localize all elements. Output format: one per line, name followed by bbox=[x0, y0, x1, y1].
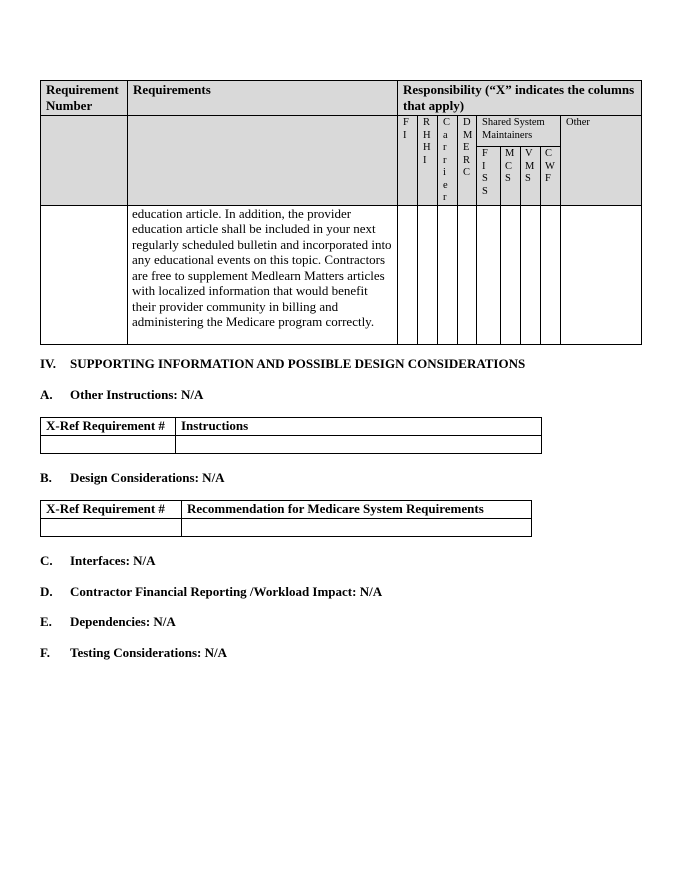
section-iv-title: SUPPORTING INFORMATION AND POSSIBLE DESIGN CONSIDERATIONS bbox=[70, 356, 526, 371]
section-d-title: Contractor Financial Reporting /Workload Impact: N/A bbox=[70, 584, 383, 599]
carrier-cell bbox=[438, 205, 458, 344]
requirements-header: Requirements bbox=[128, 81, 398, 116]
col-vms-letter: V bbox=[525, 148, 533, 160]
mcs-cell bbox=[501, 205, 521, 344]
col-mcs bbox=[501, 147, 521, 205]
req-number-subheader bbox=[41, 116, 128, 206]
col-vms-letter: M bbox=[525, 160, 535, 172]
section-a-number: A. bbox=[40, 387, 53, 402]
section-f-number: F. bbox=[40, 645, 50, 660]
col-fiss bbox=[477, 147, 501, 205]
section-c-heading bbox=[40, 553, 156, 569]
col-fi bbox=[398, 116, 418, 206]
col-fiss-letter: S bbox=[482, 173, 488, 185]
col-cwf-letter: C bbox=[545, 148, 553, 160]
section-c-title: Interfaces: N/A bbox=[70, 553, 156, 568]
col-carrier-letter: i bbox=[443, 167, 446, 178]
col-dmerc-letter: D bbox=[463, 117, 471, 128]
section-b-title: Design Considerations: N/A bbox=[70, 470, 225, 485]
dmerc-cell bbox=[458, 205, 477, 344]
requirements-table bbox=[40, 80, 642, 345]
section-d-heading bbox=[40, 584, 382, 600]
requirements-subheader bbox=[128, 116, 398, 206]
section-e-title: Dependencies: N/A bbox=[70, 614, 176, 629]
recommendation-cell bbox=[182, 519, 532, 537]
col-vms bbox=[521, 147, 541, 205]
requirement-text-cell: education article. In addition, the provider education article shall be included in your next regularly scheduled bulletin and incorporated into any educational events on this topic. Contractors are free to supplement Medlearn Matters articles with localized information that would benefit their provider community in billing and administering the Medicare program correctly. bbox=[128, 205, 398, 344]
vms-cell bbox=[521, 205, 541, 344]
section-b-heading bbox=[40, 470, 225, 486]
col-rhhi bbox=[418, 116, 438, 206]
section-b-number: B. bbox=[40, 470, 52, 485]
cwf-cell bbox=[541, 205, 561, 344]
col-mcs-letter: C bbox=[505, 160, 513, 172]
section-iv-heading bbox=[40, 356, 525, 372]
col-cwf-letter: W bbox=[545, 160, 555, 172]
col-fiss-letter: S bbox=[482, 185, 488, 197]
section-f-title: Testing Considerations: N/A bbox=[70, 645, 227, 660]
col-carrier-letter: r bbox=[443, 154, 447, 166]
col-carrier-letter: r bbox=[443, 142, 447, 153]
col-fiss-letter: F bbox=[482, 148, 488, 160]
col-mcs-letter: M bbox=[505, 148, 515, 160]
responsibility-header: Responsibility (“X” indicates the columns that apply) bbox=[398, 81, 642, 116]
shared-system-header: Shared System Maintainers bbox=[477, 116, 561, 147]
other-header: Other bbox=[561, 116, 642, 206]
col-mcs-letter: S bbox=[505, 173, 511, 185]
col-dmerc-letter: E bbox=[463, 142, 470, 153]
col-dmerc-letter: R bbox=[463, 154, 471, 166]
col-rhhi-letter: I bbox=[423, 154, 427, 166]
section-e-number: E. bbox=[40, 614, 52, 629]
instructions-cell bbox=[176, 436, 542, 454]
section-iv-number: IV. bbox=[40, 356, 57, 371]
section-a-heading bbox=[40, 387, 203, 403]
xref-header-b: X-Ref Requirement # bbox=[41, 501, 182, 519]
section-f-heading bbox=[40, 645, 227, 661]
req-number-cell bbox=[41, 205, 128, 344]
fiss-cell bbox=[477, 205, 501, 344]
xref-header-a: X-Ref Requirement # bbox=[41, 418, 176, 436]
col-carrier-letter: a bbox=[443, 129, 448, 141]
col-vms-letter: S bbox=[525, 173, 531, 185]
section-d-number: D. bbox=[40, 584, 53, 599]
col-cwf bbox=[541, 147, 561, 205]
col-carrier-letter: r bbox=[443, 192, 447, 203]
col-carrier-letter: C bbox=[443, 117, 451, 128]
col-carrier-letter: e bbox=[443, 179, 448, 191]
recommendation-header: Recommendation for Medicare System Requirements bbox=[182, 501, 532, 519]
col-dmerc-letter: M bbox=[463, 129, 473, 141]
col-fiss-letter: I bbox=[482, 160, 486, 172]
req-number-header: Requirement Number bbox=[41, 81, 128, 116]
col-rhhi-letter: H bbox=[423, 142, 431, 153]
col-rhhi-letter: H bbox=[423, 129, 431, 141]
section-c-number: C. bbox=[40, 553, 53, 568]
col-dmerc-letter: C bbox=[463, 167, 471, 178]
design-considerations-table bbox=[40, 500, 532, 537]
col-dmerc bbox=[458, 116, 477, 206]
other-cell bbox=[561, 205, 642, 344]
xref-cell-a bbox=[41, 436, 176, 454]
col-cwf-letter: F bbox=[545, 173, 551, 185]
fi-cell bbox=[398, 205, 418, 344]
instructions-header: Instructions bbox=[176, 418, 542, 436]
col-carrier bbox=[438, 116, 458, 206]
section-e-heading bbox=[40, 614, 176, 630]
col-rhhi-letter: R bbox=[423, 117, 431, 128]
xref-cell-b bbox=[41, 519, 182, 537]
col-fi-letter: I bbox=[403, 129, 407, 141]
rhhi-cell bbox=[418, 205, 438, 344]
col-fi-letter: F bbox=[403, 117, 409, 128]
section-a-title: Other Instructions: N/A bbox=[70, 387, 204, 402]
other-instructions-table bbox=[40, 417, 542, 454]
